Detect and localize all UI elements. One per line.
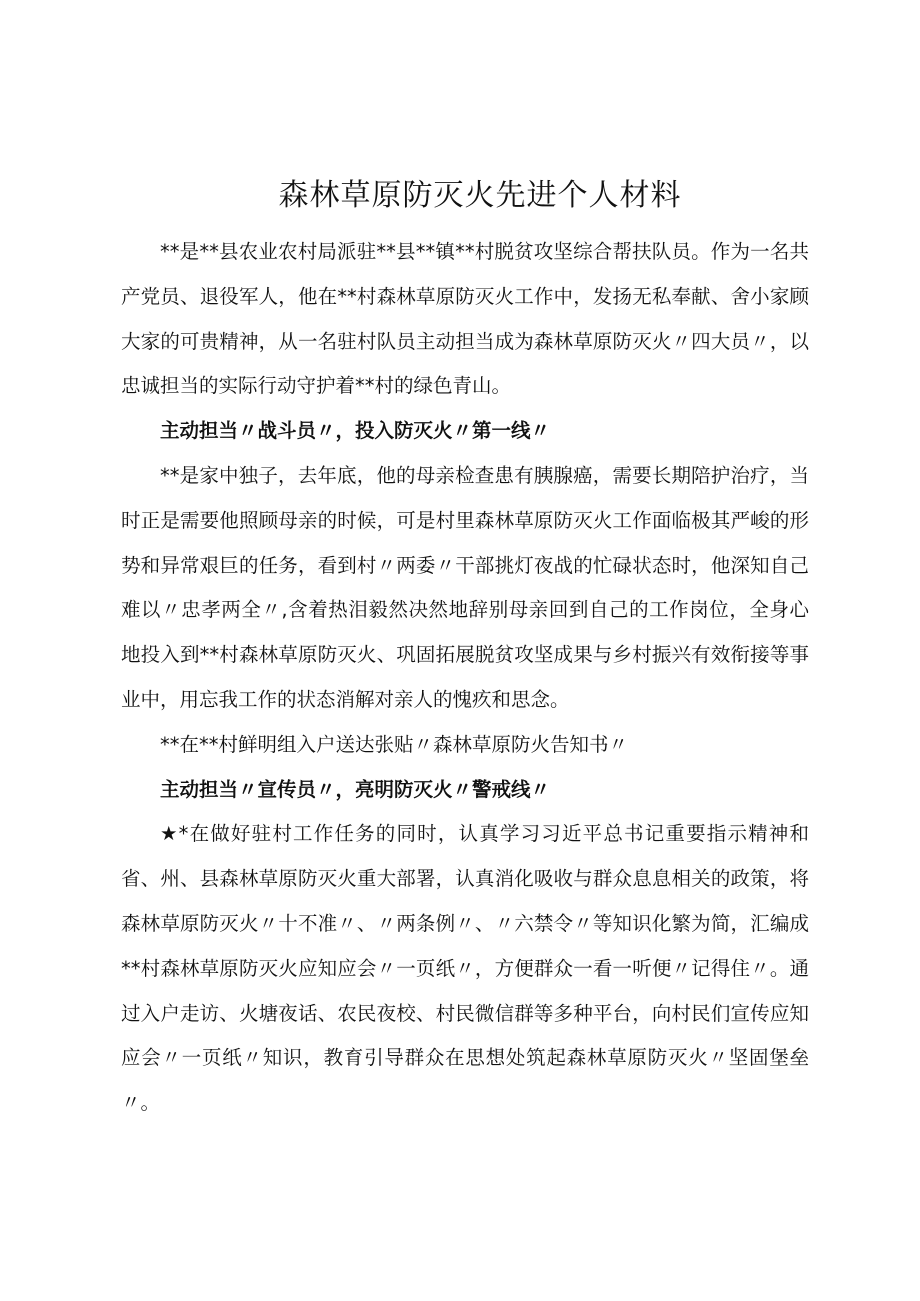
document-body [121,230,809,1126]
section-heading-publicist: 主动担当〃宣传员〃，亮明防灭火〃警戒线〃 [160,777,551,801]
document-title: 森林草原防灭火先进个人材料 [278,178,682,213]
combatant-paragraph: **是家中独子，去年底，他的母亲检查患有胰腺癌，需要长期陪护治疗，当时正是需要他照顾母亲的时候，可是村里森林草原防灭火工作面临极其严峻的形势和异常艰巨的任务，看到村〃两委〃干部挑灯夜战的忙碌状态时，他深知自己难以〃忠孝两全〃,含着热泪毅然决然地辞别母亲回到自己的工作岗位，全身心地投入到**村森林草原防灭火、巩固拓展脱贫攻坚成果与乡村振兴有效衔接等事业中，用忘我工作的状态消解对亲人的愧疚和思念。 [121,463,809,711]
intro-paragraph: **是**县农业农村局派驻**县**镇**村脱贫攻坚综合帮扶队员。作为一名共产党员、退役军人，他在**村森林草原防灭火工作中，发扬无私奉献、舍小家顾大家的可贵精神，从一名驻村队员主动担当成为森林草原防灭火〃四大员〃，以忠诚担当的实际行动守护着**村的绿色青山。 [121,240,809,398]
photo-caption: **在**村鲜明组入户送达张贴〃森林草原防火告知书〃 [160,732,629,756]
publicist-paragraph: ★*在做好驻村工作任务的同时，认真学习习近平总书记重要指示精神和省、州、县森林草原防灭火重大部署，认真消化吸收与群众息息相关的政策，将森林草原防灭火〃十不准〃、〃两条例〃、〃六禁令〃等知识化繁为简，汇编成**村森林草原防灭火应知应会〃一页纸〃，方便群众一看一听便〃记得住〃。通过入户走访、火塘夜话、农民夜校、村民微信群等多种平台，向村民们宣传应知应会〃一页纸〃知识，教育引导群众在思想处筑起森林草原防灭火〃坚固堡垒〃。 [121,822,809,1115]
section-heading-combatant: 主动担当〃战斗员〃，投入防灭火〃第一线〃 [160,419,551,443]
